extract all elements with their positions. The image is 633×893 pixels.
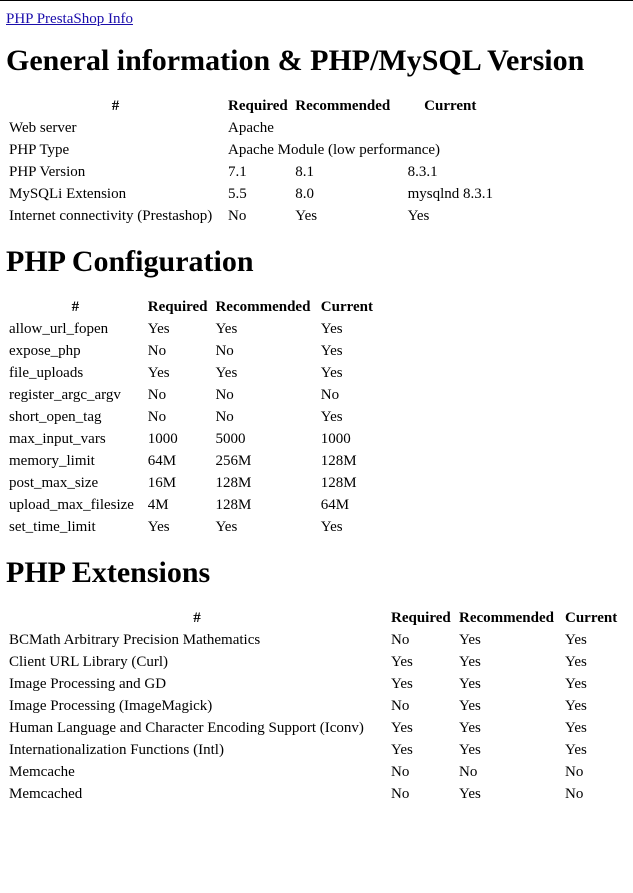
- row-required: 64M: [147, 453, 177, 469]
- row-name: set_time_limit: [9, 519, 96, 535]
- row-current: 64M: [320, 497, 350, 513]
- column-header-name: #: [193, 610, 201, 626]
- row-name: Human Language and Character Encoding Support (Iconv): [9, 720, 364, 736]
- row-current: Yes: [565, 698, 587, 714]
- row-name: Client URL Library (Curl): [9, 654, 168, 670]
- row-name: memory_limit: [9, 453, 95, 469]
- row-name: Internationalization Functions (Intl): [9, 742, 224, 758]
- table-row: [6, 318, 376, 340]
- row-recommended: 8.0: [295, 186, 315, 202]
- row-required: Yes: [391, 720, 413, 736]
- table-row: [6, 673, 624, 695]
- column-header-current: Current: [424, 98, 477, 114]
- row-required: Yes: [391, 654, 413, 670]
- row-recommended: 8.1: [295, 164, 315, 180]
- row-current: 128M: [320, 453, 357, 469]
- row-recommended: Yes: [459, 676, 481, 692]
- column-header-required: Required: [228, 98, 288, 114]
- row-current: No: [320, 387, 340, 403]
- row-required: 5.5: [228, 186, 247, 202]
- row-required: Apache: [228, 120, 274, 136]
- row-recommended: No: [215, 409, 234, 425]
- table-row: [6, 695, 624, 717]
- section-title-php-extensions: PHP Extensions: [6, 556, 211, 589]
- table-row: [6, 629, 624, 651]
- row-recommended: Yes: [459, 632, 481, 648]
- table-row: [6, 161, 496, 183]
- table-row: [6, 761, 624, 783]
- row-required: No: [147, 343, 167, 359]
- row-name: allow_url_fopen: [9, 321, 109, 337]
- row-required: No: [147, 409, 167, 425]
- table-row: [6, 783, 624, 805]
- row-name: PHP Type: [9, 142, 70, 158]
- row-required: 1000: [147, 431, 178, 447]
- row-name: Image Processing and GD: [9, 676, 167, 692]
- row-recommended: Yes: [459, 786, 481, 802]
- row-name: Internet connectivity (Prestashop): [9, 208, 213, 224]
- row-name: MySQLi Extension: [9, 186, 127, 202]
- column-header-required: Required: [147, 299, 208, 315]
- general-info-table: [6, 95, 496, 227]
- table-row: [6, 651, 624, 673]
- row-current: Yes: [565, 720, 587, 736]
- table-row: [6, 739, 624, 761]
- column-header-current: Current: [565, 610, 618, 626]
- row-required: No: [391, 632, 410, 648]
- table-row: [6, 450, 376, 472]
- row-recommended: Yes: [459, 698, 481, 714]
- row-recommended: Yes: [215, 321, 238, 337]
- row-recommended: No: [215, 387, 234, 403]
- prestashop-info-link[interactable]: PHP PrestaShop Info: [6, 11, 133, 27]
- table-row: [6, 183, 496, 205]
- row-current: Yes: [320, 365, 343, 381]
- column-header-current: Current: [320, 299, 373, 315]
- row-required: Yes: [147, 365, 170, 381]
- table-row: [6, 384, 376, 406]
- row-recommended: 128M: [215, 475, 252, 491]
- row-current: Yes: [320, 409, 343, 425]
- row-required: Apache Module (low performance): [228, 142, 441, 158]
- row-required: 4M: [147, 497, 169, 513]
- column-header-name: #: [71, 299, 80, 315]
- column-header-required: Required: [391, 610, 451, 626]
- row-required: No: [391, 786, 410, 802]
- row-recommended: No: [215, 343, 234, 359]
- table-row: [6, 406, 376, 428]
- table-row: [6, 205, 496, 227]
- row-current: Yes: [565, 654, 587, 670]
- column-header-name: #: [111, 98, 120, 114]
- table-header-row: [6, 296, 376, 318]
- row-required: No: [391, 764, 410, 780]
- column-header-recommended: Recommended: [295, 98, 391, 114]
- row-required: No: [147, 387, 167, 403]
- row-required: 16M: [147, 475, 177, 491]
- row-current: Yes: [407, 208, 430, 224]
- row-current: No: [565, 786, 584, 802]
- table-row: [6, 472, 376, 494]
- row-current: 128M: [320, 475, 357, 491]
- row-required: No: [228, 208, 247, 224]
- row-name: short_open_tag: [9, 409, 102, 425]
- row-name: Image Processing (ImageMagick): [9, 698, 213, 714]
- section-title-general: General information & PHP/MySQL Version: [6, 44, 585, 77]
- row-current: Yes: [320, 343, 343, 359]
- row-required: Yes: [147, 519, 170, 535]
- row-recommended: Yes: [215, 365, 238, 381]
- row-current: No: [565, 764, 584, 780]
- row-recommended: Yes: [459, 654, 481, 670]
- table-row: [6, 117, 496, 139]
- row-required: Yes: [391, 742, 413, 758]
- table-row: [6, 516, 376, 538]
- row-name: Web server: [9, 120, 77, 136]
- row-current: Yes: [565, 632, 587, 648]
- row-name: post_max_size: [9, 475, 99, 491]
- row-required: Yes: [147, 321, 170, 337]
- row-recommended: Yes: [459, 720, 481, 736]
- row-name: upload_max_filesize: [9, 497, 134, 513]
- row-current: Yes: [320, 321, 343, 337]
- row-current: mysqlnd 8.3.1: [407, 186, 493, 202]
- table-row: [6, 494, 376, 516]
- row-name: PHP Version: [9, 164, 86, 180]
- row-recommended: No: [459, 764, 478, 780]
- column-header-recommended: Recommended: [215, 299, 311, 315]
- row-name: BCMath Arbitrary Precision Mathematics: [9, 632, 261, 648]
- table-row: [6, 362, 376, 384]
- table-header-row: [6, 607, 624, 629]
- table-header-row: [6, 95, 496, 117]
- row-required: No: [391, 698, 410, 714]
- row-name: Memcached: [9, 786, 83, 802]
- row-required: 7.1: [228, 164, 247, 180]
- row-recommended: 5000: [215, 431, 246, 447]
- column-header-recommended: Recommended: [459, 610, 554, 626]
- row-recommended: Yes: [295, 208, 318, 224]
- row-name: max_input_vars: [9, 431, 106, 447]
- php-extensions-table: [6, 607, 624, 805]
- row-current: Yes: [565, 676, 587, 692]
- row-recommended: 256M: [215, 453, 252, 469]
- table-row: [6, 428, 376, 450]
- row-recommended: Yes: [215, 519, 238, 535]
- row-name: expose_php: [9, 343, 81, 359]
- row-current: Yes: [320, 519, 343, 535]
- row-recommended: Yes: [459, 742, 481, 758]
- table-row: [6, 717, 624, 739]
- table-row: [6, 340, 376, 362]
- row-name: register_argc_argv: [9, 387, 121, 403]
- row-name: Memcache: [9, 764, 75, 780]
- row-current: 1000: [320, 431, 351, 447]
- row-required: Yes: [391, 676, 413, 692]
- section-title-php-configuration: PHP Configuration: [6, 245, 254, 278]
- table-row: [6, 139, 496, 161]
- row-recommended: 128M: [215, 497, 252, 513]
- row-current: Yes: [565, 742, 587, 758]
- row-current: 8.3.1: [407, 164, 438, 180]
- php-configuration-table: [6, 296, 376, 538]
- row-name: file_uploads: [9, 365, 84, 381]
